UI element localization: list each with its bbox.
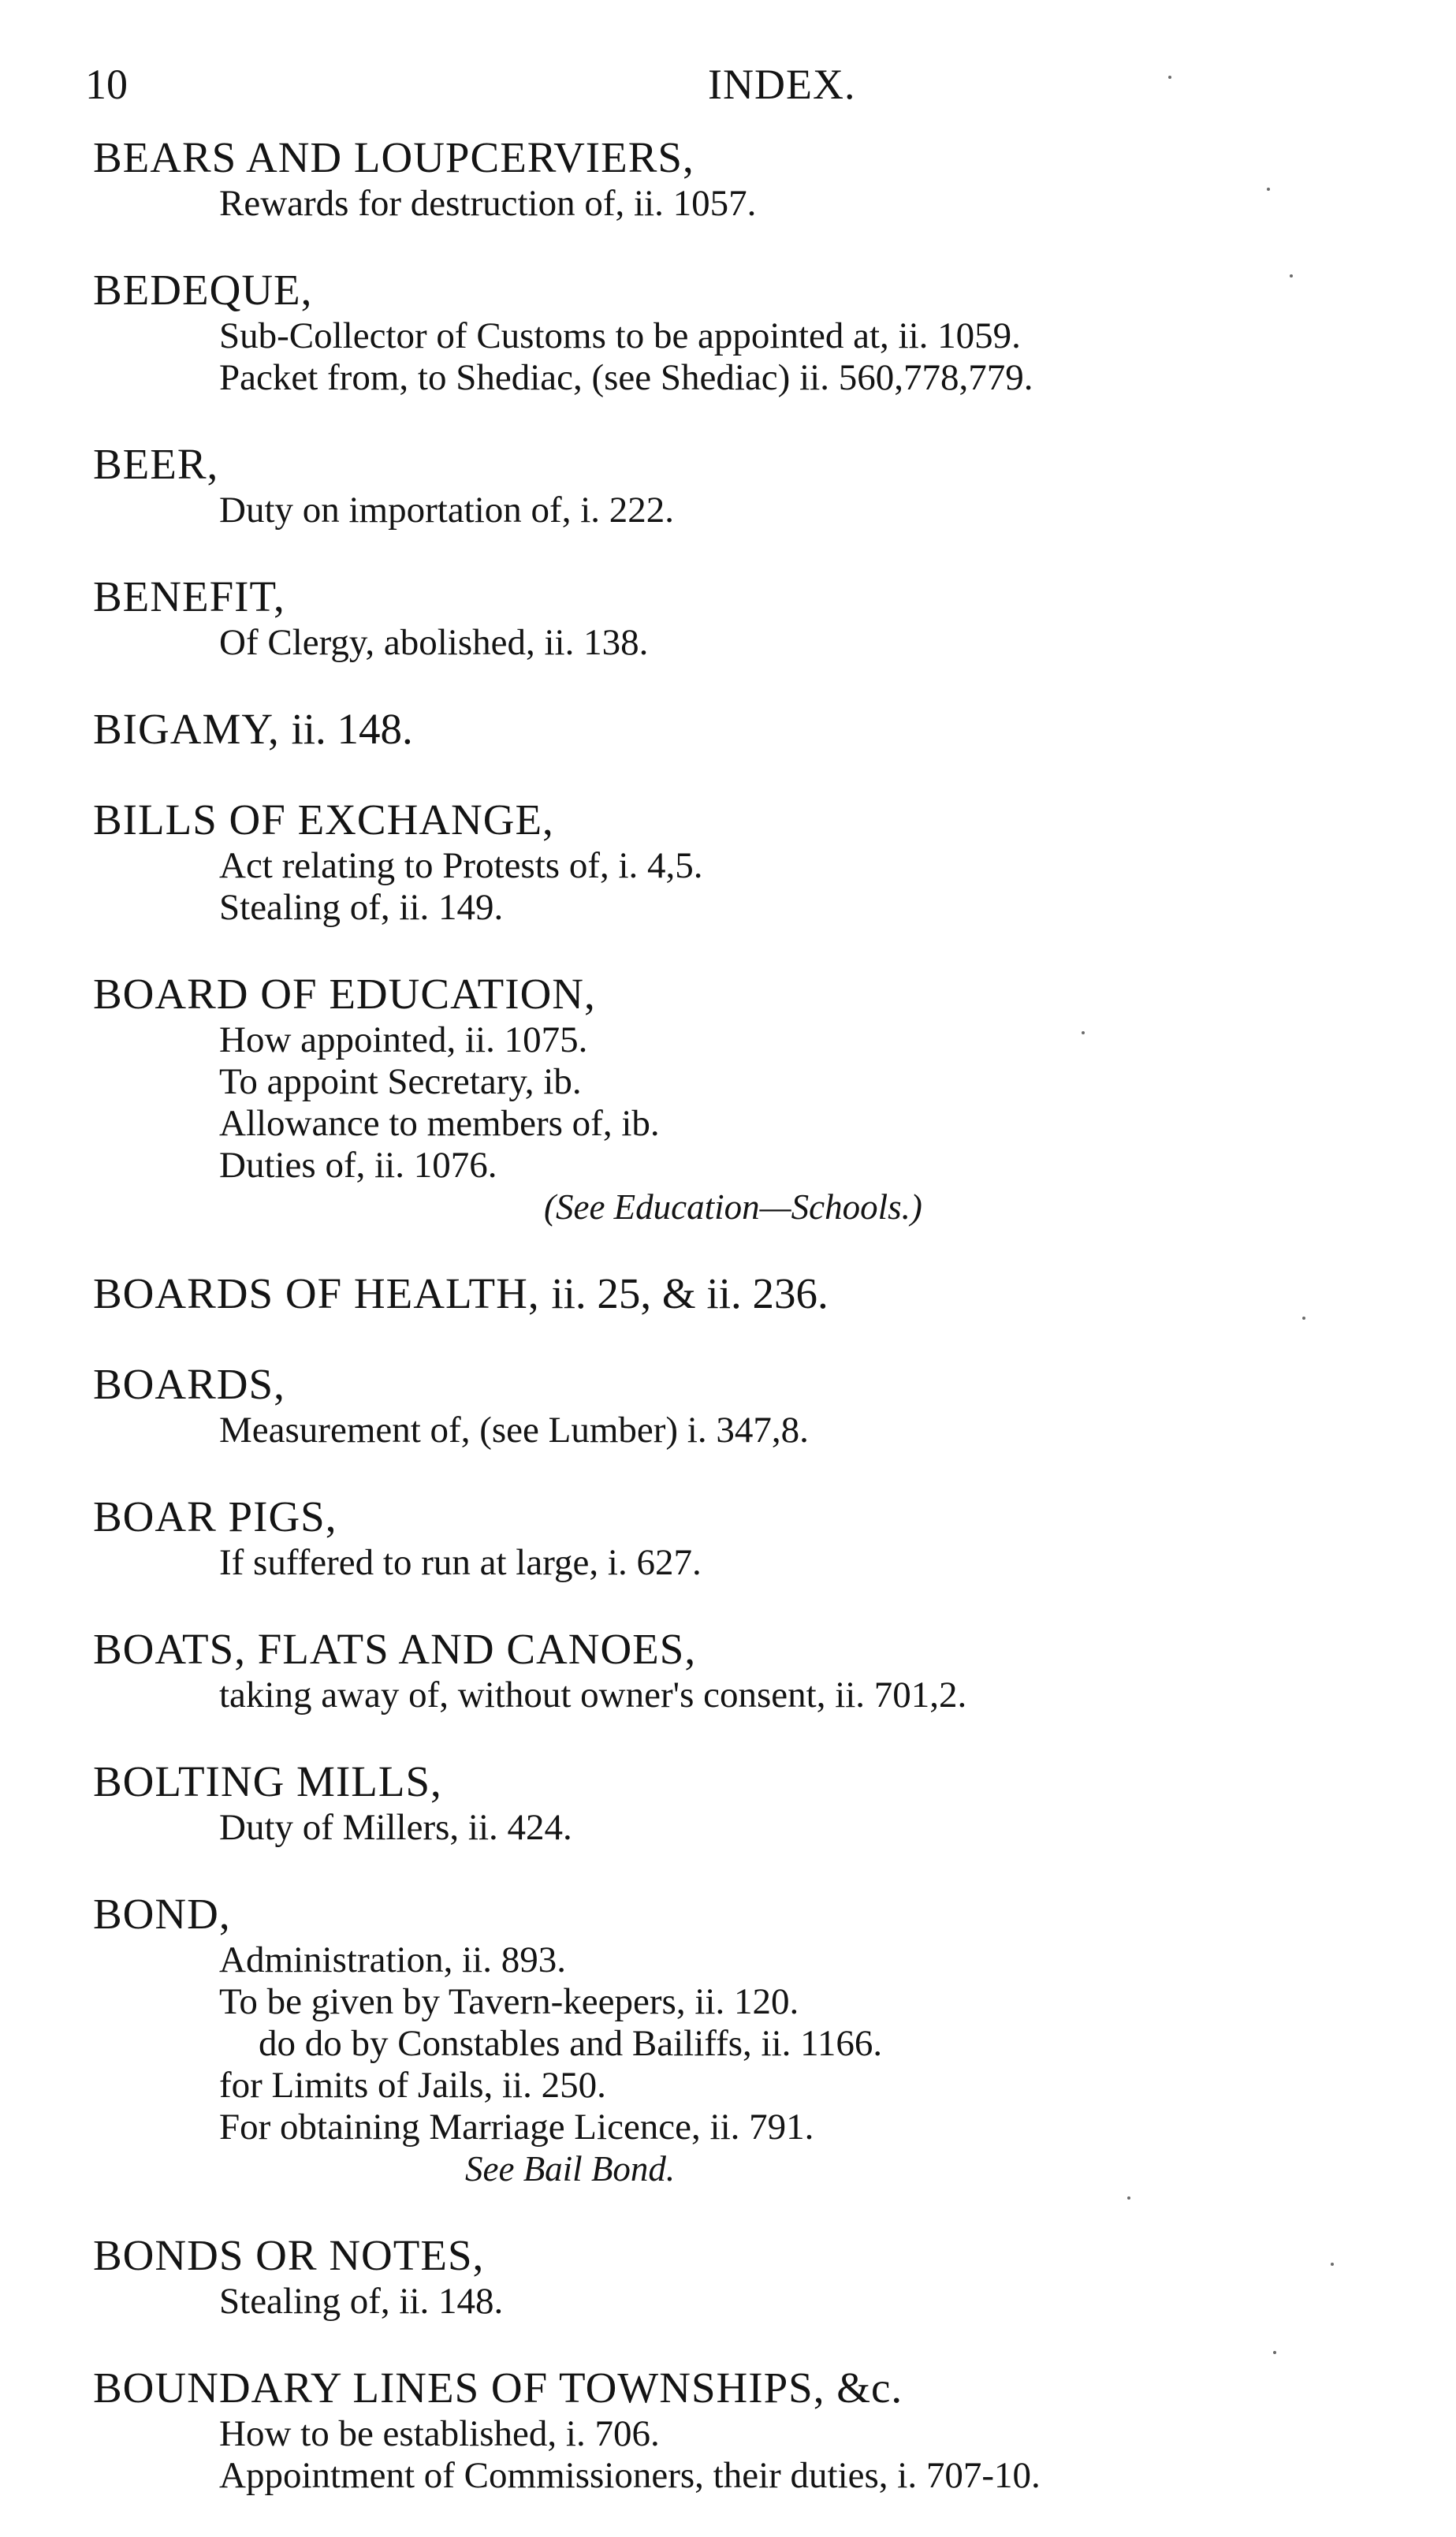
index-entry: [93, 1268, 1386, 1319]
entry-heading: BEER,: [93, 440, 219, 488]
entry-heading: BEDEQUE,: [93, 266, 313, 314]
index-entry: [93, 704, 1386, 754]
entry-subentry: taking away of, without owner's consent, ii. 701,2.: [219, 1675, 967, 1716]
entry-heading: BOLTING MILLS,: [93, 1757, 442, 1805]
entry-subentry: Duties of, ii. 1076.: [219, 1145, 497, 1186]
index-entry: [93, 1624, 1386, 1716]
index-entry: [93, 1757, 1386, 1849]
index-entry: [93, 265, 1386, 399]
entry-subentry: Allowance to members of, ib.: [219, 1103, 660, 1144]
entry-heading: BENEFIT,: [93, 572, 285, 620]
entry-subentry: for Limits of Jails, ii. 250.: [219, 2065, 606, 2106]
print-speck: [1331, 2263, 1334, 2266]
entry-subentry: To be given by Tavern-keepers, ii. 120.: [219, 1981, 799, 2022]
print-speck: [1302, 1317, 1305, 1320]
entry-subentry: Measurement of, (see Lumber) i. 347,8.: [219, 1410, 809, 1451]
page-number: 10: [85, 61, 128, 108]
running-head-title: INDEX.: [708, 61, 856, 108]
print-speck: [1127, 2196, 1130, 2200]
index-entry: [93, 2363, 1386, 2497]
entry-subentry: If suffered to run at large, i. 627.: [219, 1542, 702, 1583]
entry-heading: BILLS OF EXCHANGE,: [93, 795, 554, 844]
entry-heading: BOARD OF EDUCATION,: [93, 970, 596, 1018]
print-speck: [1267, 188, 1270, 191]
entry-subentry: do do by Constables and Bailiffs, ii. 1166.: [259, 2023, 883, 2064]
index-entry: [93, 1359, 1386, 1451]
entry-subentry: To appoint Secretary, ib.: [219, 1061, 582, 1102]
index-entry: [93, 572, 1386, 664]
entry-subentry: How appointed, ii. 1075.: [219, 1019, 588, 1060]
entry-subentry: For obtaining Marriage Licence, ii. 791.: [219, 2107, 814, 2148]
entry-subentry: Administration, ii. 893.: [219, 1939, 566, 1980]
entry-subentry: Packet from, to Shediac, (see Shediac) ii. 560,778,779.: [219, 357, 1033, 398]
entry-heading: BEARS AND LOUPCERVIERS,: [93, 133, 694, 181]
cross-reference: (See Education—Schools.): [544, 1187, 922, 1227]
entry-subentry: Duty of Millers, ii. 424.: [219, 1807, 572, 1848]
index-entries: [93, 132, 1386, 2537]
entry-subentry: Act relating to Protests of, i. 4,5.: [219, 845, 703, 886]
entry-heading: BOUNDARY LINES OF TOWNSHIPS, &c.: [93, 2364, 903, 2412]
entry-subentry: How to be established, i. 706.: [219, 2413, 660, 2454]
index-entry: [93, 439, 1386, 531]
entry-subentry: Stealing of, ii. 149.: [219, 887, 504, 928]
index-entry: [93, 1889, 1386, 2190]
entry-heading: BOARDS,: [93, 1360, 285, 1408]
index-entry: [93, 1492, 1386, 1584]
entry-subentry: Sub-Collector of Customs to be appointed at, ii. 1059.: [219, 315, 1021, 356]
running-head: [0, 49, 1456, 120]
index-entry: [93, 132, 1386, 225]
entry-heading-reference: ii. 148.: [291, 705, 413, 753]
entry-subentry: Of Clergy, abolished, ii. 138.: [219, 622, 649, 663]
entry-subentry: Duty on importation of, i. 222.: [219, 490, 675, 531]
print-speck: [1082, 1031, 1085, 1034]
entry-subentry: Rewards for destruction of, ii. 1057.: [219, 183, 757, 224]
index-entry: [93, 795, 1386, 929]
cross-reference: See Bail Bond.: [465, 2149, 676, 2189]
print-speck: [1290, 274, 1293, 278]
entry-heading: BOATS, FLATS AND CANOES,: [93, 1625, 697, 1673]
index-entry: [93, 2230, 1386, 2323]
entry-subentry: Stealing of, ii. 148.: [219, 2281, 504, 2322]
entry-heading: BONDS OR NOTES,: [93, 2231, 485, 2279]
entry-heading: BOND,: [93, 1890, 231, 1938]
entry-heading: BOAR PIGS,: [93, 1492, 337, 1540]
entry-heading-reference: ii. 25, & ii. 236.: [551, 1269, 829, 1317]
entry-heading: BIGAMY,: [93, 705, 280, 753]
print-speck: [1168, 76, 1171, 79]
index-entry: [93, 969, 1386, 1228]
entry-subentry: Appointment of Commissioners, their duties, i. 707-10.: [219, 2455, 1041, 2496]
entry-heading: BOARDS OF HEALTH,: [93, 1269, 540, 1317]
entry-heading-line: [93, 1268, 1386, 1319]
print-speck: [1273, 2351, 1276, 2354]
entry-heading-line: [93, 704, 1386, 754]
